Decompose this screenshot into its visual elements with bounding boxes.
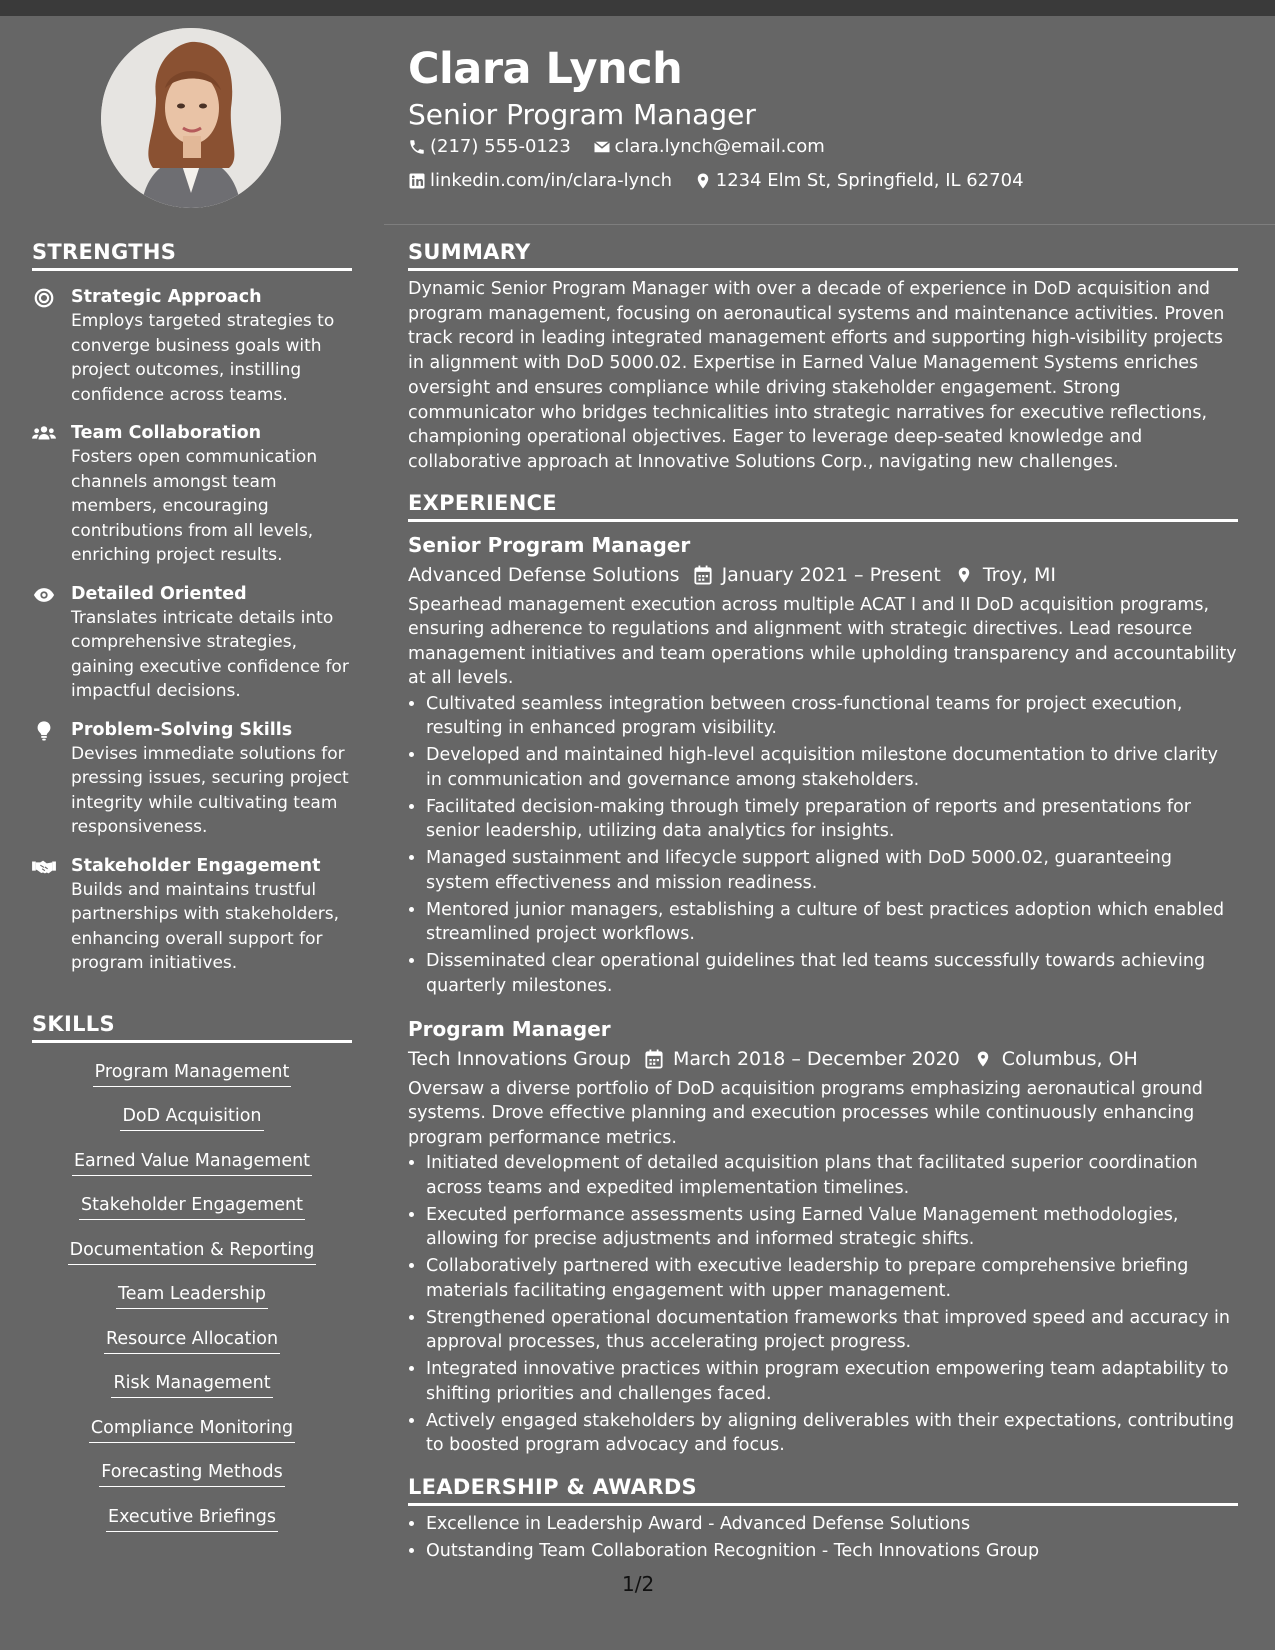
strength-desc: Builds and maintains trustful partnerships with stakeholders, enhancing overall support for program initiatives. bbox=[71, 879, 339, 973]
skill-item bbox=[32, 1148, 352, 1177]
strength-title: Detailed Oriented bbox=[71, 583, 247, 604]
strength-item bbox=[32, 718, 352, 840]
strengths-section bbox=[32, 240, 352, 976]
header-divider bbox=[384, 224, 1275, 225]
skill-item bbox=[32, 1459, 352, 1488]
skill-item bbox=[32, 1192, 352, 1221]
main-column bbox=[408, 240, 1238, 1565]
job-bullet: • Cultivated seamless integration between cross-functional teams for project execution, resulting in enhanced program visibility. bbox=[426, 692, 1238, 743]
job-company: Tech Innovations Group bbox=[408, 1047, 631, 1070]
handshake-icon bbox=[32, 856, 56, 878]
resume-header bbox=[408, 40, 1238, 200]
skill-label: Risk Management bbox=[111, 1370, 272, 1398]
job-bullet: • Mentored junior managers, establishing a culture of best practices adoption which enabled streamlined project workflows. bbox=[426, 898, 1238, 949]
email-address[interactable]: clara.lynch@email.com bbox=[614, 136, 825, 157]
phone-number: (217) 555-0123 bbox=[430, 136, 571, 157]
strength-item bbox=[32, 285, 352, 407]
skill-item bbox=[32, 1237, 352, 1266]
job-description: Oversaw a diverse portfolio of DoD acquisition programs emphasizing aeronautical ground systems. Drove effective planning and execution processes while continuously enhancing program performance metrics. bbox=[408, 1078, 1203, 1148]
job-company: Advanced Defense Solutions bbox=[408, 563, 680, 586]
skills-heading: SKILLS bbox=[32, 1012, 352, 1043]
strength-desc: Devises immediate solutions for pressing issues, securing project integrity while cultivating team responsiveness. bbox=[71, 743, 349, 837]
skill-label: Executive Briefings bbox=[106, 1504, 278, 1532]
job-bullet: • Executed performance assessments using Earned Value Management methodologies, allowing for precise adjustments and informed strategic shifts. bbox=[426, 1203, 1238, 1254]
strength-title: Stakeholder Engagement bbox=[71, 855, 321, 876]
linkedin-url[interactable]: linkedin.com/in/clara-lynch bbox=[430, 170, 673, 191]
skill-list bbox=[32, 1059, 352, 1533]
eye-icon bbox=[32, 584, 56, 606]
address-contact bbox=[694, 166, 1024, 196]
skill-label: Forecasting Methods bbox=[99, 1459, 284, 1487]
job-bullet: • Managed sustainment and lifecycle support aligned with DoD 5000.02, guaranteeing system effectiveness and mission readiness. bbox=[426, 846, 1238, 897]
envelope-icon bbox=[593, 138, 611, 156]
job-description: Spearhead management execution across multiple ACAT I and II DoD acquisition programs, ensuring adherence to regulations and alignment with strategic directives. Lead resource management initiatives and team operations while upholding transparency and accountability at all levels. bbox=[408, 594, 1237, 689]
candidate-name: Clara Lynch bbox=[408, 44, 683, 94]
skill-label: Stakeholder Engagement bbox=[79, 1192, 305, 1220]
job-location: Troy, MI bbox=[982, 563, 1057, 586]
strength-item bbox=[32, 854, 352, 976]
linkedin-icon bbox=[408, 172, 426, 190]
skill-label: Resource Allocation bbox=[104, 1326, 280, 1354]
job-bullet: • Integrated innovative practices within program execution empowering team adaptability to shifting priorities and challenges faced. bbox=[426, 1357, 1238, 1408]
strength-desc: Fosters open communication channels amongst team members, encouraging contributions from all levels, enriching project results. bbox=[71, 447, 318, 565]
skills-section bbox=[32, 1012, 352, 1533]
job-bullet: • Collaboratively partnered with executive leadership to prepare comprehensive briefing materials facilitating engagement with upper management. bbox=[426, 1254, 1238, 1305]
award-item: • Excellence in Leadership Award - Advanced Defense Solutions bbox=[426, 1512, 1238, 1538]
award-item: • Outstanding Team Collaboration Recognition - Tech Innovations Group bbox=[426, 1539, 1238, 1565]
email-contact[interactable] bbox=[593, 132, 825, 162]
strength-desc: Translates intricate details into comprehensive strategies, gaining executive confidence for impactful decisions. bbox=[71, 607, 349, 701]
address-text: 1234 Elm St, Springfield, IL 62704 bbox=[715, 170, 1024, 191]
awards-list bbox=[408, 1512, 1238, 1565]
strength-item bbox=[32, 582, 352, 704]
map-pin-icon bbox=[974, 1049, 992, 1069]
job-bullet: • Actively engaged stakeholders by aligning deliverables with their expectations, contributing to boosted program advocacy and focus. bbox=[426, 1409, 1238, 1460]
job-meta bbox=[408, 1044, 1238, 1074]
calendar-icon bbox=[694, 565, 712, 585]
job-bullet: • Disseminated clear operational guidelines that led teams successfully towards achieving quarterly milestones. bbox=[426, 949, 1238, 1000]
top-bar bbox=[0, 0, 1275, 16]
strength-desc: Employs targeted strategies to converge business goals with project outcomes, instilling confidence across teams. bbox=[71, 311, 335, 405]
job-location: Columbus, OH bbox=[1001, 1047, 1138, 1070]
awards-heading: LEADERSHIP & AWARDS bbox=[408, 1475, 1238, 1506]
strength-item bbox=[32, 421, 352, 568]
job-meta bbox=[408, 560, 1238, 590]
skill-label: Compliance Monitoring bbox=[89, 1415, 295, 1443]
skill-label: Program Management bbox=[93, 1059, 292, 1087]
lightbulb-icon bbox=[32, 720, 56, 742]
job-bullet: • Facilitated decision-making through timely preparation of reports and presentations for senior leadership, utilizing data analytics for insights. bbox=[426, 795, 1238, 846]
skill-label: Team Leadership bbox=[116, 1281, 268, 1309]
profile-photo bbox=[101, 28, 281, 208]
job-bullet: • Initiated development of detailed acquisition plans that facilitated superior coordination across teams and expedited implementation timelines. bbox=[426, 1151, 1238, 1202]
summary-heading: SUMMARY bbox=[408, 240, 1238, 271]
linkedin-contact[interactable] bbox=[408, 166, 672, 196]
job-bullets bbox=[408, 692, 1238, 1000]
job-entry bbox=[408, 1014, 1238, 1460]
job-title: Senior Program Manager bbox=[408, 532, 691, 557]
job-dates: March 2018 – December 2020 bbox=[672, 1047, 960, 1070]
job-title: Program Manager bbox=[408, 1016, 611, 1041]
job-bullet: • Strengthened operational documentation frameworks that improved speed and accuracy in approval processes, thus accelerating project progress. bbox=[426, 1306, 1238, 1357]
job-dates: January 2021 – Present bbox=[721, 563, 941, 586]
skill-item bbox=[32, 1281, 352, 1310]
skill-label: Earned Value Management bbox=[72, 1148, 312, 1176]
map-pin-icon bbox=[694, 172, 712, 190]
job-bullets bbox=[408, 1151, 1238, 1459]
page-number: 1/2 bbox=[622, 1572, 655, 1596]
skill-item bbox=[32, 1504, 352, 1533]
skill-label: DoD Acquisition bbox=[120, 1103, 263, 1131]
strength-title: Problem-Solving Skills bbox=[71, 719, 293, 740]
skill-item bbox=[32, 1326, 352, 1355]
job-bullet: • Developed and maintained high-level acquisition milestone documentation to drive clarity in communication and governance among stakeholders. bbox=[426, 743, 1238, 794]
phone-icon bbox=[408, 138, 426, 156]
strengths-heading: STRENGTHS bbox=[32, 240, 352, 271]
map-pin-icon bbox=[955, 565, 973, 585]
experience-heading: EXPERIENCE bbox=[408, 491, 1238, 522]
phone-contact bbox=[408, 132, 571, 162]
strength-title: Team Collaboration bbox=[71, 423, 262, 443]
skill-item bbox=[32, 1059, 352, 1088]
users-icon bbox=[32, 423, 56, 445]
skill-item bbox=[32, 1370, 352, 1399]
calendar-icon bbox=[645, 1049, 663, 1069]
skill-item bbox=[32, 1415, 352, 1444]
strength-title: Strategic Approach bbox=[71, 287, 262, 307]
skill-item bbox=[32, 1103, 352, 1132]
candidate-role: Senior Program Manager bbox=[408, 98, 756, 131]
contact-row-2 bbox=[408, 166, 1238, 200]
contact-row-1 bbox=[408, 132, 1238, 166]
skill-label: Documentation & Reporting bbox=[68, 1237, 317, 1265]
target-icon bbox=[32, 287, 56, 309]
summary-text: Dynamic Senior Program Manager with over a decade of experience in DoD acquisition and program management, focusing on aeronautical systems and maintenance activities. Proven track record in leading integrated management efforts and supporting high-visibility projects in alignment with DoD 5000.02. Expertise in Earned Value Management Systems enriches oversight and ensures compliance while driving stakeholder engagement. Strong communicator who bridges technicalities into strategic narratives for executive reflections, championing operational objectives. Eager to leverage deep-seated knowledge and collaborative approach at Innovative Solutions Corp., navigating new challenges. bbox=[408, 279, 1225, 472]
job-entry bbox=[408, 530, 1238, 1000]
